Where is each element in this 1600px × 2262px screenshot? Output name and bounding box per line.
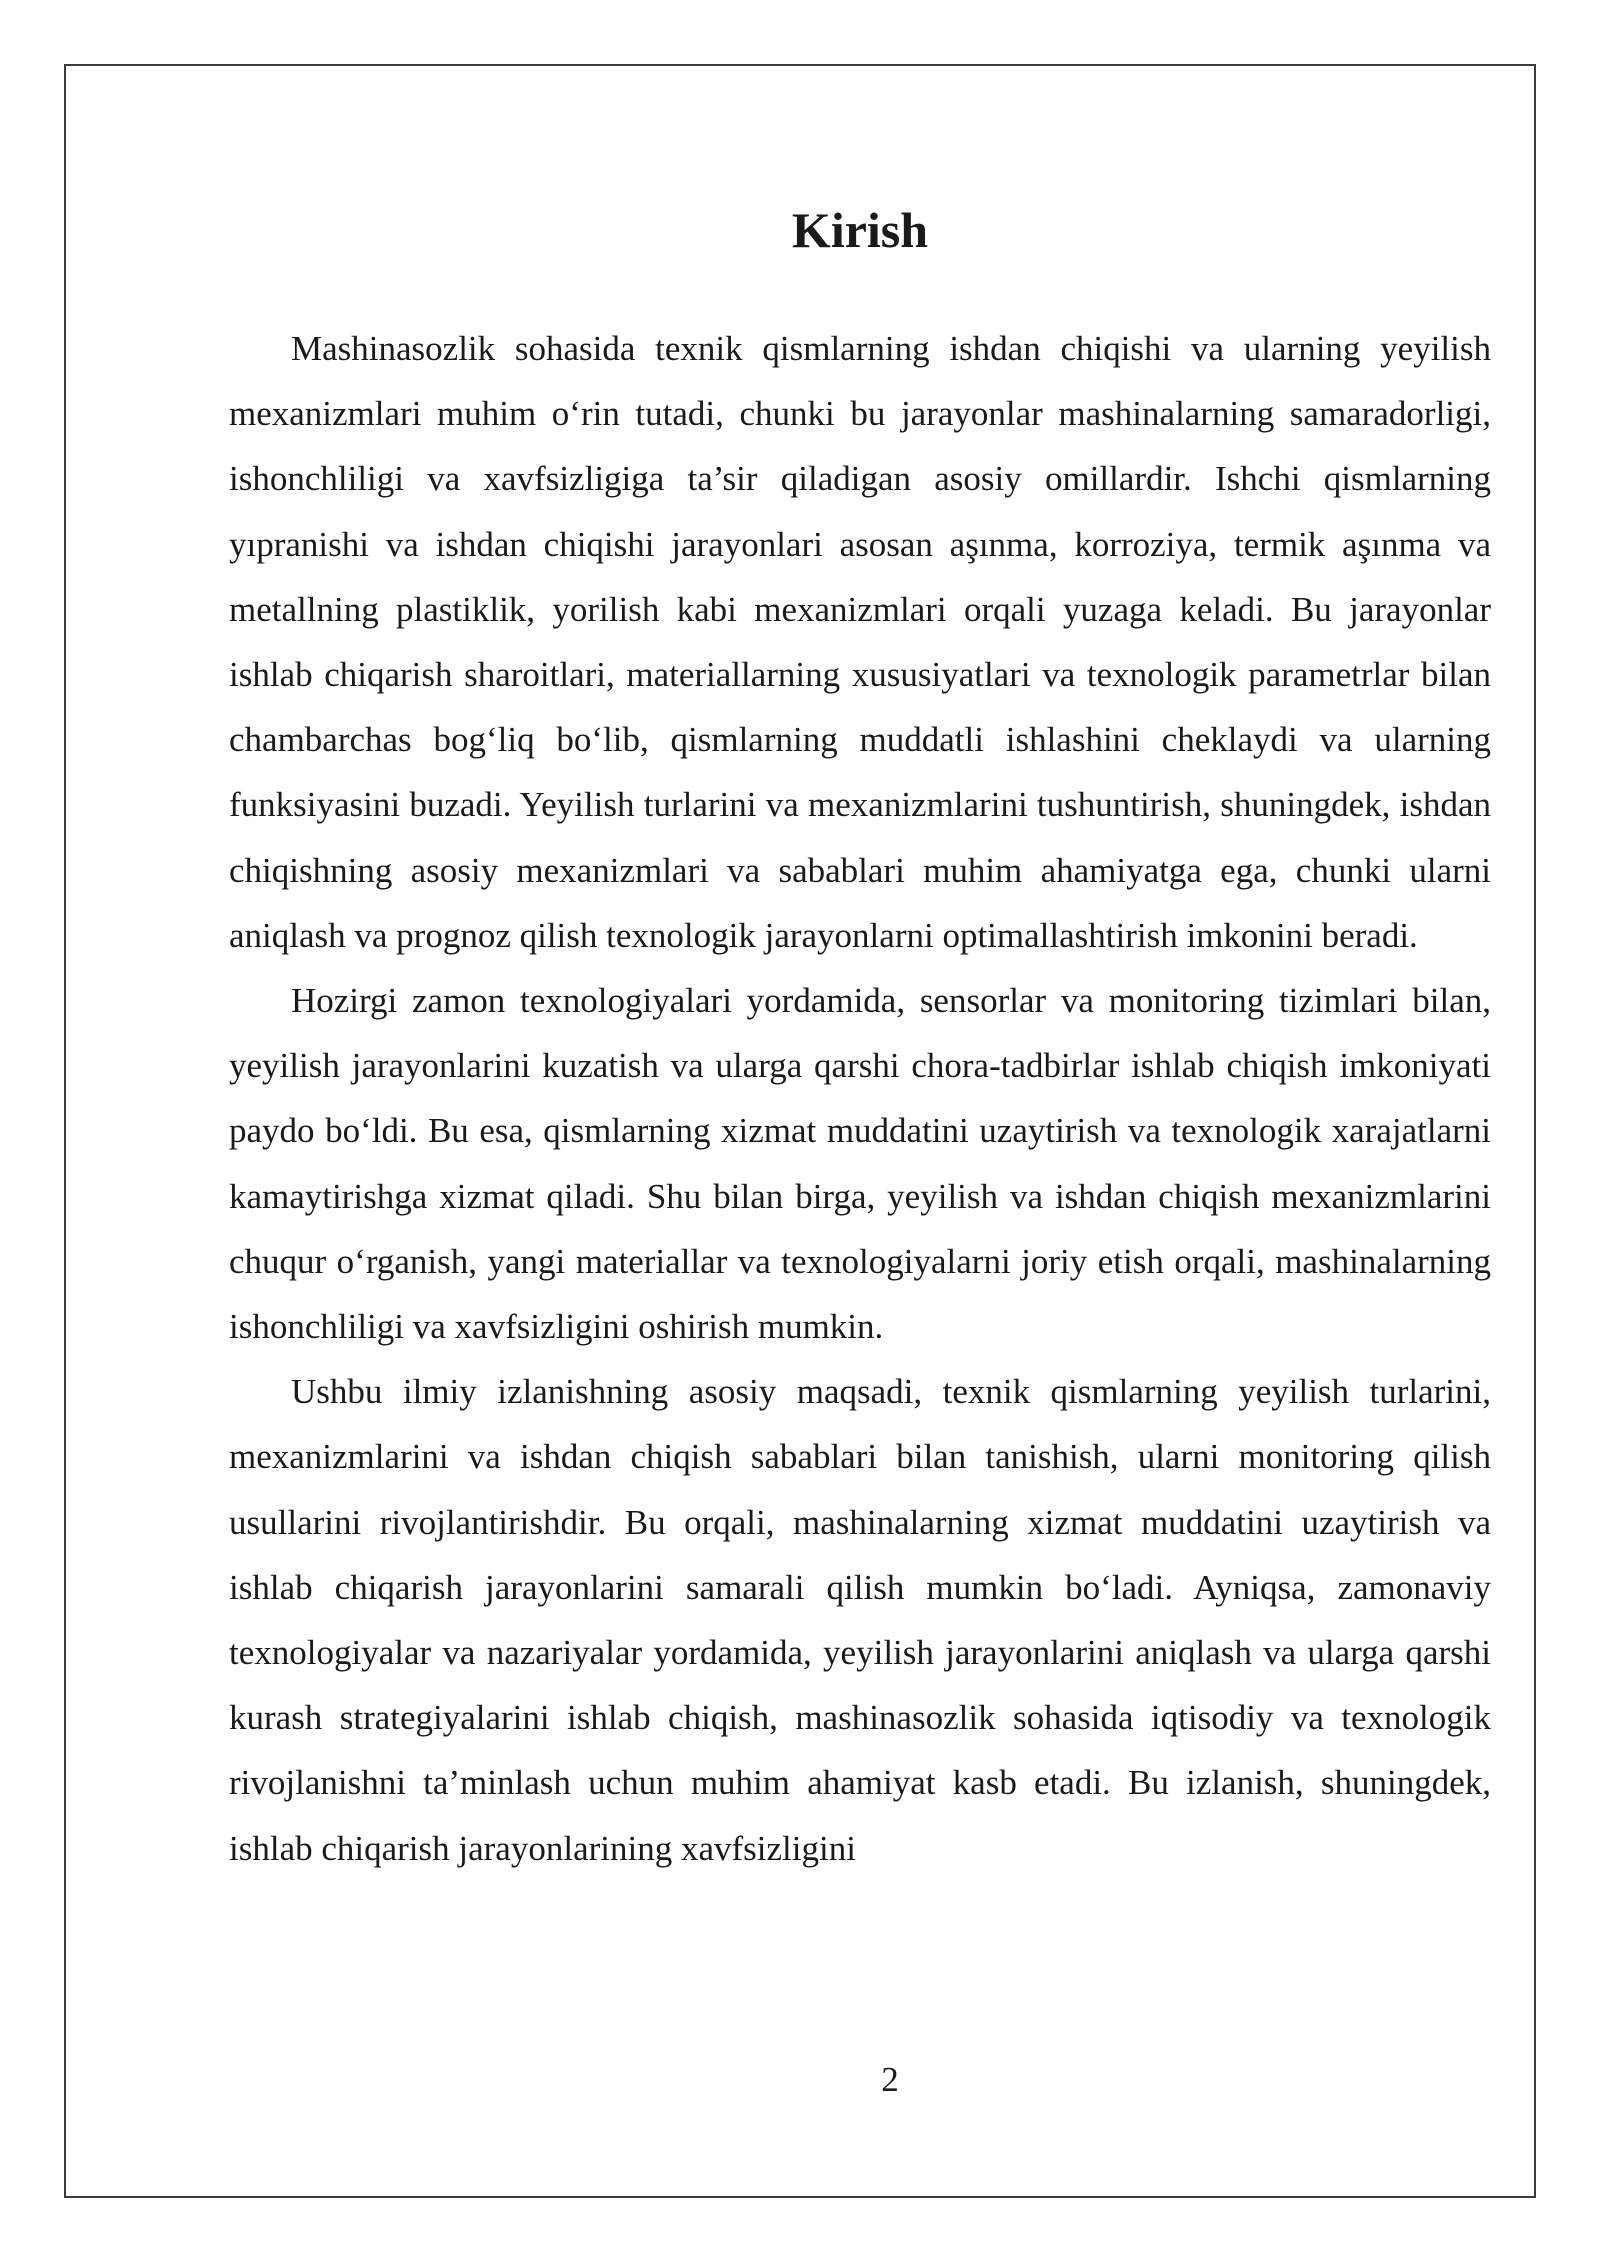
paragraph-1: Mashinasozlik sohasida texnik qismlarning ishdan chiqishi va ularning yeyilish mexanizmlari muhim o‘rin tutadi, chunki bu jarayonlar mashinalarning samaradorligi, ishonchliligi va xavfsizligiga ta’sir qiladigan asosiy omillardir. Ishchi qismlarning yıpranishi va ishdan chiqishi jarayonlari asosan aşınma, korroziya, termik aşınma va metallning plastiklik, yorilish kabi mexanizmlari orqali yuzaga keladi. Bu jarayonlar ishlab chiqarish sharoitlari, materiallarning xususiyatlari va texnologik parametrlar bilan chambarchas bog‘liq bo‘lib, qismlarning muddatli ishlashini cheklaydi va ularning funksiyasini buzadi. Yeyilish turlarini va mexanizmlarini tushuntirish, shuningdek, ishdan chiqishning asosiy mexanizmlari va sabablari muhim ahamiyatga ega, chunki ularni aniqlash va prognoz qilish texnologik jarayonlarni optimallashtirish imkonini beradi.: [229, 329, 1491, 955]
paragraph-2: Hozirgi zamon texnologiyalari yordamida, sensorlar va monitoring tizimlari bilan, yeyilish jarayonlarini kuzatish va ularga qarshi chora-tadbirlar ishlab chiqish imkoniyati paydo bo‘ldi. Bu esa, qismlarning xizmat muddatini uzaytirish va texnologik xarajatlarni kamaytirishga xizmat qiladi. Shu bilan birga, yeyilish va ishdan chiqish mexanizmlarini chuqur o‘rganish, yangi materiallar va texnologiyalarni joriy etish orqali, mashinalarning ishonchliligi va xavfsizligini oshirish mumkin.: [229, 981, 1491, 1347]
page-title: Kirish: [791, 202, 929, 258]
paragraph-3: Ushbu ilmiy izlanishning asosiy maqsadi, texnik qismlarning yeyilish turlarini, mexanizmlarini va ishdan chiqish sabablari bilan tanishish, ularni monitoring qilish usullarini rivojlantirishdir. Bu orqali, mashinalarning xizmat muddatini uzaytirish va ishlab chiqarish jarayonlarini samarali qilish mumkin bo‘ladi. Ayniqsa, zamonaviy texnologiyalar va nazariyalar yordamida, yeyilish jarayonlarini aniqlash va ularga qarshi kurash strategiyalarini ishlab chiqish, mashinasozlik sohasida iqtisodiy va texnologik rivojlanishni ta’minlash uchun muhim ahamiyat kasb etadi. Bu izlanish, shuningdek, ishlab chiqarish jarayonlarining xavfsizligini: [229, 1372, 1491, 1868]
page-content: [229, 200, 1491, 1881]
page-number: 2: [881, 2060, 899, 2099]
